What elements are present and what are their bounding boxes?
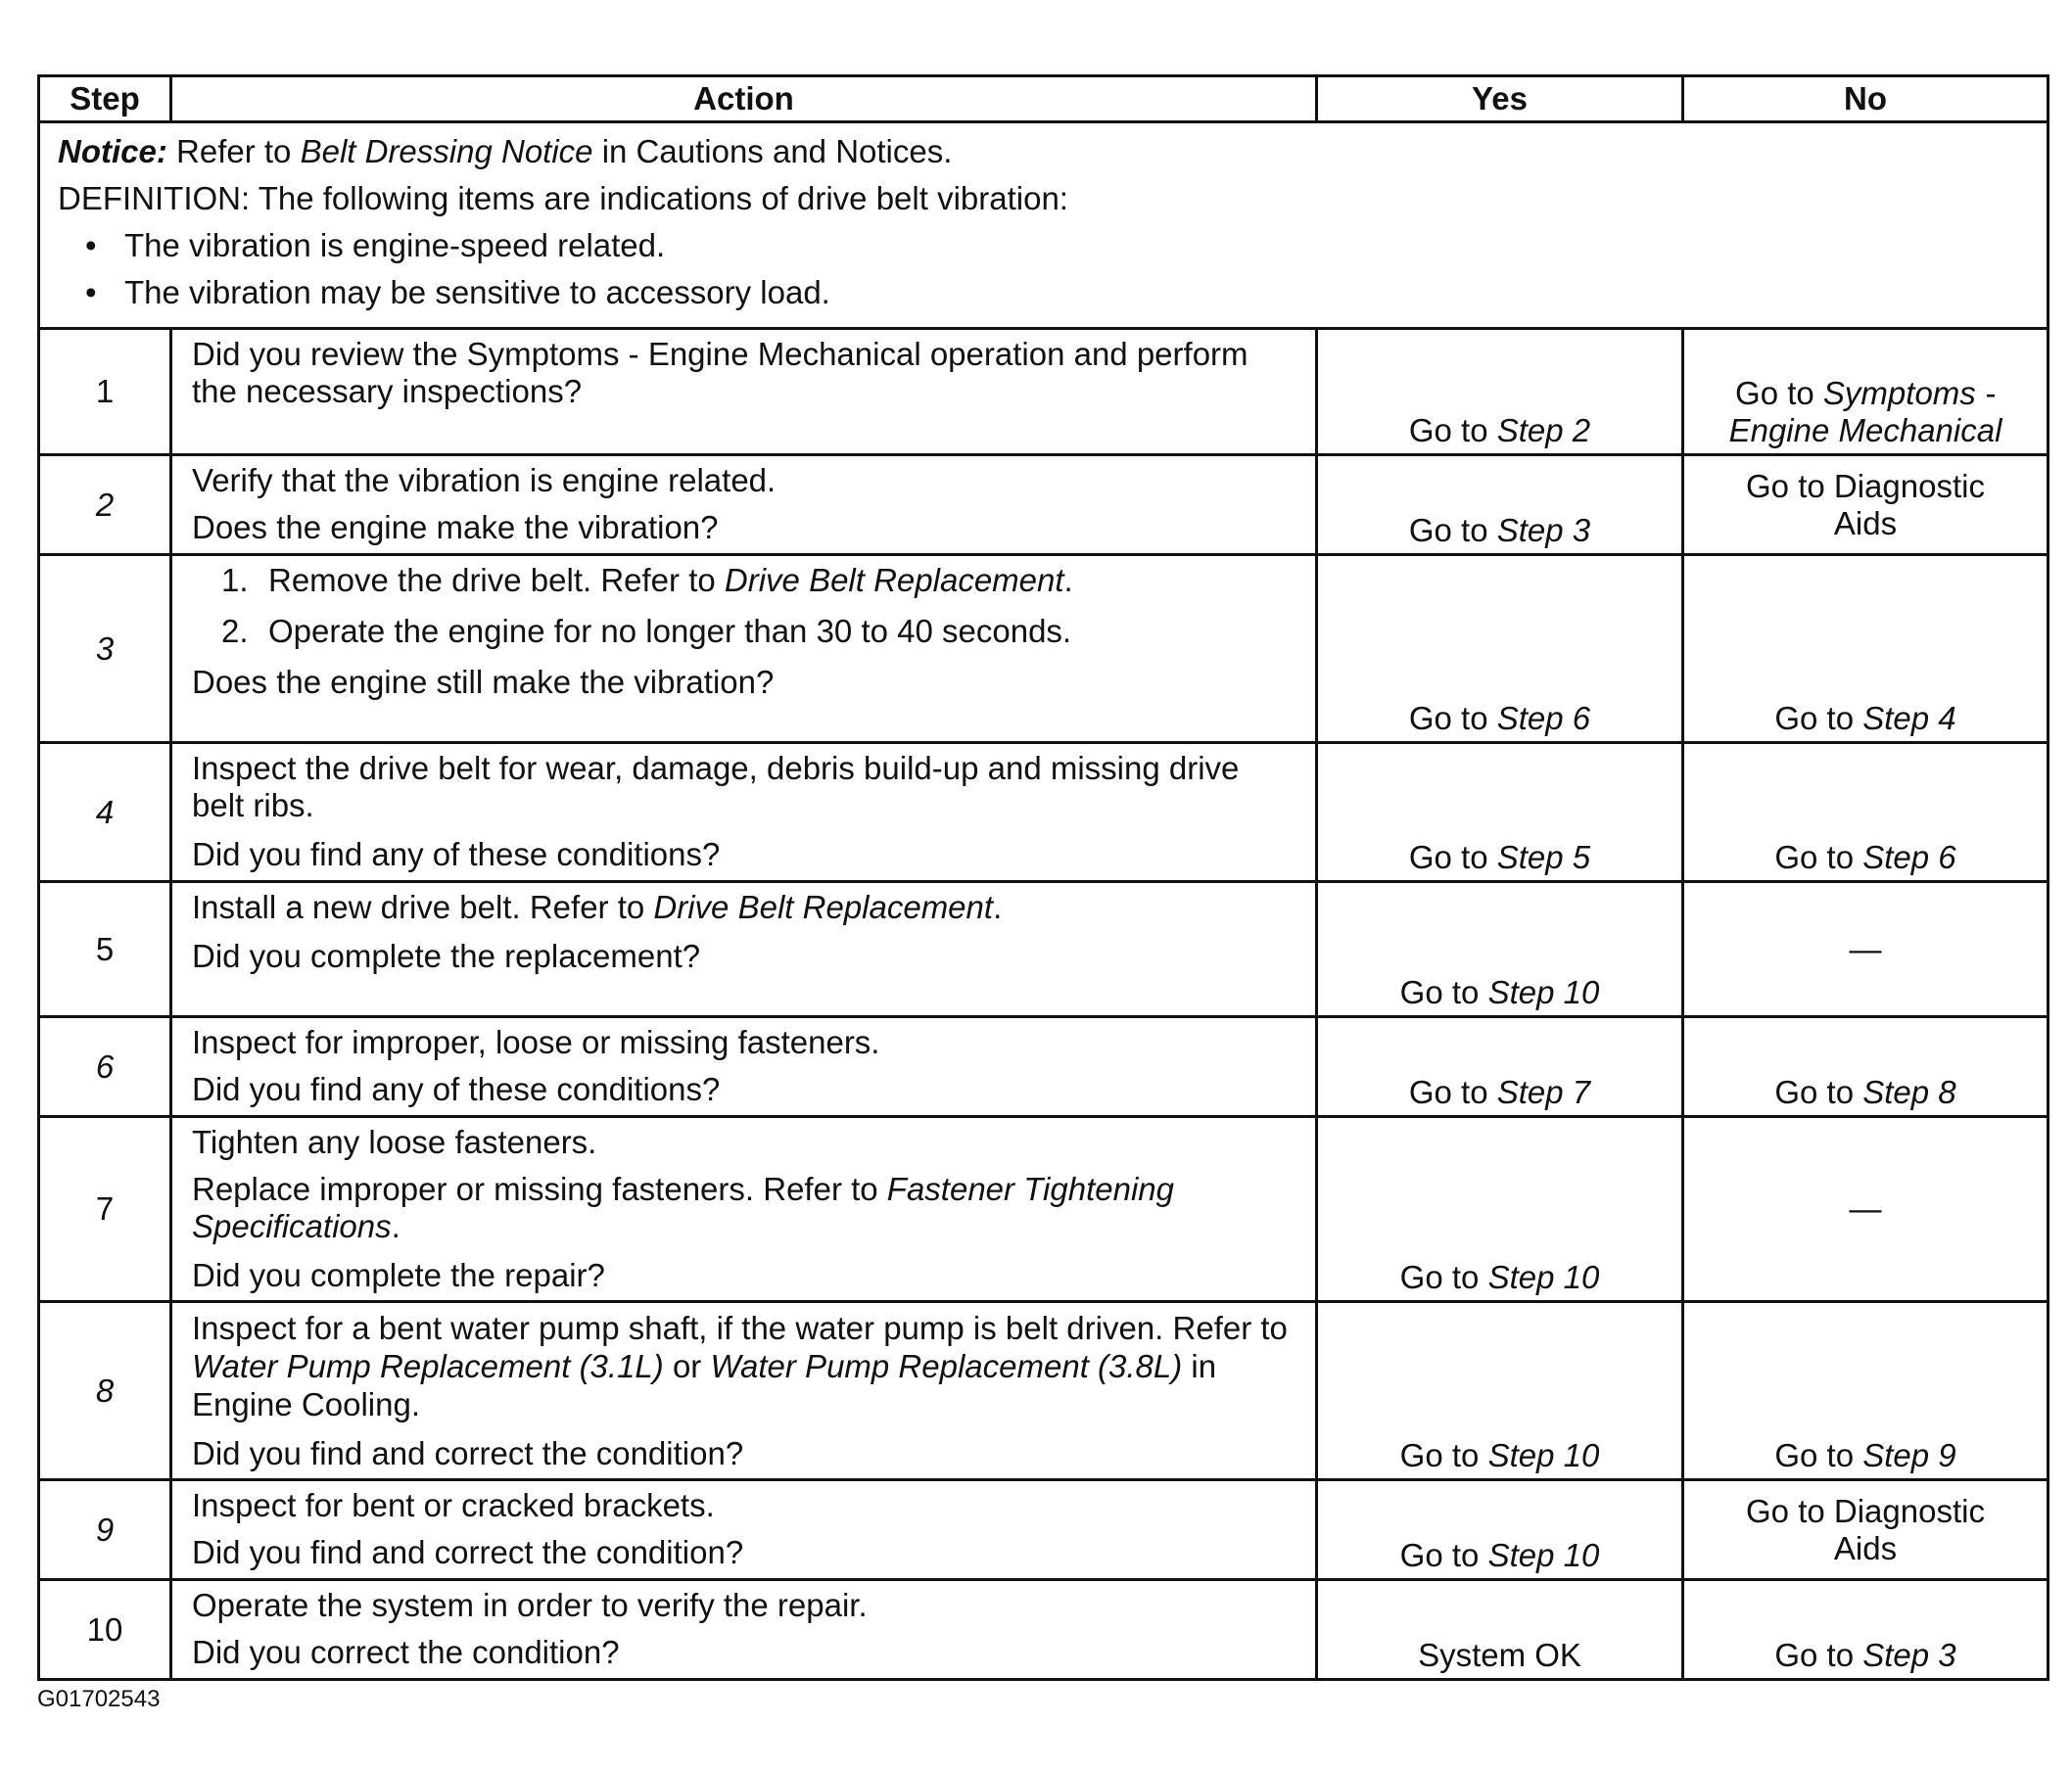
action-question: Did you find and correct the condition? — [192, 1435, 744, 1471]
yes-prefix: Go to — [1408, 512, 1497, 548]
action-question: Did you complete the replacement? — [192, 938, 701, 974]
yes-link: Step 2 — [1496, 412, 1591, 448]
yes-link: Step 10 — [1487, 974, 1600, 1010]
list-text: Operate the engine for no longer than 30 to 40 seconds. — [268, 613, 1072, 649]
table-row — [39, 1302, 2048, 1480]
action-text: Operate the system in order to verify the repair. — [192, 1587, 868, 1623]
list-text-post: . — [1063, 562, 1073, 598]
action-cell — [171, 455, 1317, 555]
bullet-item — [85, 274, 2029, 311]
yes-cell — [1317, 555, 1683, 743]
step-number: 1 — [39, 329, 171, 455]
no-dash: — — [1849, 930, 1882, 967]
action-cell — [171, 743, 1317, 882]
action-text: Did you review the Symptoms - Engine Mechanical operation and perform the necessary inspections? — [192, 336, 1248, 409]
list-ref-link: Drive Belt Replacement — [724, 562, 1064, 598]
yes-cell — [1317, 1017, 1683, 1117]
action-text: Inspect for improper, loose or missing fasteners. — [192, 1024, 880, 1060]
action-ref-link: Drive Belt Replacement — [653, 889, 994, 925]
action-ref-link: Water Pump Replacement (3.8L) — [710, 1348, 1183, 1384]
action-cell — [171, 1017, 1317, 1117]
bullet-text: The vibration may be sensitive to accessory load. — [124, 274, 830, 310]
yes-prefix: Go to — [1408, 839, 1497, 875]
table-row — [39, 329, 2048, 455]
no-cell — [1683, 1302, 2048, 1480]
action-text-pre: Install a new drive belt. Refer to — [192, 889, 654, 925]
notice-line — [58, 133, 2029, 170]
yes-cell — [1317, 1580, 1683, 1680]
action-cell — [171, 555, 1317, 743]
action-cell — [171, 329, 1317, 455]
yes-link: Step 10 — [1487, 1537, 1600, 1573]
no-cell — [1683, 555, 2048, 743]
figure-id: G01702543 — [37, 1686, 161, 1712]
no-cell — [1683, 882, 2048, 1017]
definition-line: DEFINITION: The following items are indications of drive belt vibration: — [58, 180, 1068, 216]
no-cell — [1683, 743, 2048, 882]
yes-prefix: Go to — [1399, 974, 1488, 1010]
no-prefix: Go to — [1774, 700, 1863, 736]
no-cell — [1683, 1480, 2048, 1580]
no-text: Go to Diagnostic Aids — [1746, 1492, 1985, 1566]
yes-link: Step 3 — [1496, 512, 1591, 548]
no-cell — [1683, 1017, 2048, 1117]
notice-text-pre: Refer to — [166, 133, 301, 169]
action-text: Tighten any loose fasteners. — [192, 1124, 597, 1160]
notice-ref-link: Belt Dressing Notice — [300, 133, 593, 169]
yes-link: Step 10 — [1487, 1437, 1600, 1473]
list-text: Remove the drive belt. Refer to — [268, 562, 725, 598]
step-number: 8 — [39, 1302, 171, 1480]
yes-text: System OK — [1418, 1637, 1581, 1673]
bullet-glyph: • — [85, 227, 97, 263]
table-row — [39, 1580, 2048, 1680]
action-text-post: . — [391, 1208, 400, 1244]
step-number: 7 — [39, 1117, 171, 1302]
table-row — [39, 882, 2048, 1017]
no-cell — [1683, 1117, 2048, 1302]
table-row — [39, 1017, 2048, 1117]
action-question: Does the engine make the vibration? — [192, 509, 719, 545]
action-text-pre: Inspect for a bent water pump shaft, if the water pump is belt driven. Refer to — [192, 1310, 1288, 1346]
step-number: 4 — [39, 743, 171, 882]
table-row — [39, 1117, 2048, 1302]
diagnostic-table — [37, 74, 2049, 1681]
yes-link: Step 10 — [1487, 1259, 1600, 1295]
no-cell — [1683, 329, 2048, 455]
yes-prefix: Go to — [1399, 1537, 1488, 1573]
yes-link: Step 7 — [1496, 1074, 1591, 1110]
action-text: Inspect for bent or cracked brackets. — [192, 1487, 715, 1523]
list-item — [221, 613, 1295, 650]
action-ref-link: Fastener Tightening Specifications — [192, 1171, 1175, 1244]
step-number: 9 — [39, 1480, 171, 1580]
action-text — [192, 1171, 1295, 1245]
yes-link: Step 6 — [1496, 700, 1591, 736]
action-question: Did you correct the condition? — [192, 1634, 620, 1670]
notice-label: Notice: — [58, 133, 167, 169]
header-action: Action — [171, 76, 1317, 122]
notice-cell — [39, 122, 2048, 329]
action-text-post: in Engine Cooling. — [192, 1348, 1217, 1422]
table-row — [39, 1480, 2048, 1580]
action-question: Did you find and correct the condition? — [192, 1534, 744, 1570]
no-prefix: Go to — [1774, 1074, 1863, 1110]
header-row — [39, 76, 2048, 122]
action-question: Did you find any of these conditions? — [192, 1071, 721, 1107]
bullet-item — [85, 227, 2029, 264]
action-text — [192, 889, 1295, 926]
action-ref-link: Water Pump Replacement (3.1L) — [192, 1348, 664, 1384]
table-row — [39, 743, 2048, 882]
action-text-mid: or — [663, 1348, 711, 1384]
action-question: Did you find any of these conditions? — [192, 836, 721, 872]
step-number: 3 — [39, 555, 171, 743]
no-prefix: Go to — [1735, 375, 1823, 411]
notice-row — [39, 122, 2048, 329]
yes-cell — [1317, 1480, 1683, 1580]
list-number: 2. — [221, 613, 249, 649]
table-row — [39, 555, 2048, 743]
no-prefix: Go to — [1774, 1637, 1863, 1673]
action-cell — [171, 1302, 1317, 1480]
no-link: Step 9 — [1862, 1437, 1956, 1473]
yes-cell — [1317, 1302, 1683, 1480]
action-text-post: . — [993, 889, 1003, 925]
yes-cell — [1317, 882, 1683, 1017]
list-number: 1. — [221, 562, 249, 598]
bullet-text: The vibration is engine-speed related. — [124, 227, 666, 263]
no-text: Go to Diagnostic Aids — [1746, 467, 1985, 541]
header-no: No — [1683, 76, 2048, 122]
yes-prefix: Go to — [1399, 1259, 1488, 1295]
no-link: Step 3 — [1862, 1637, 1956, 1673]
yes-cell — [1317, 1117, 1683, 1302]
action-cell — [171, 882, 1317, 1017]
action-text: Verify that the vibration is engine related. — [192, 462, 777, 498]
no-prefix: Go to — [1774, 1437, 1863, 1473]
no-prefix: Go to — [1774, 839, 1863, 875]
action-question: Did you complete the repair? — [192, 1257, 605, 1293]
action-cell — [171, 1480, 1317, 1580]
no-link: Step 8 — [1862, 1074, 1956, 1110]
no-cell — [1683, 1580, 2048, 1680]
action-text — [192, 1309, 1295, 1423]
action-text: Inspect the drive belt for wear, damage, debris build-up and missing drive belt ribs. — [192, 750, 1240, 823]
yes-cell — [1317, 329, 1683, 455]
step-number: 2 — [39, 455, 171, 555]
yes-prefix: Go to — [1408, 700, 1497, 736]
yes-cell — [1317, 743, 1683, 882]
yes-link: Step 5 — [1496, 839, 1591, 875]
step-number: 6 — [39, 1017, 171, 1117]
header-yes: Yes — [1317, 76, 1683, 122]
no-cell — [1683, 455, 2048, 555]
no-link: Symptoms - Engine Mechanical — [1728, 375, 2002, 448]
notice-text-post: in Cautions and Notices. — [592, 133, 953, 169]
yes-prefix: Go to — [1408, 1074, 1497, 1110]
header-step: Step — [39, 76, 171, 122]
step-number: 10 — [39, 1580, 171, 1680]
no-link: Step 4 — [1862, 700, 1956, 736]
yes-prefix: Go to — [1408, 412, 1497, 448]
yes-prefix: Go to — [1399, 1437, 1488, 1473]
action-cell — [171, 1580, 1317, 1680]
step-number: 5 — [39, 882, 171, 1017]
list-item — [221, 562, 1295, 599]
action-question: Does the engine still make the vibration? — [192, 664, 775, 700]
table-row — [39, 455, 2048, 555]
no-link: Step 6 — [1862, 839, 1956, 875]
action-cell — [171, 1117, 1317, 1302]
no-dash: — — [1849, 1190, 1882, 1227]
action-text-pre: Replace improper or missing fasteners. Refer to — [192, 1171, 887, 1207]
yes-cell — [1317, 455, 1683, 555]
bullet-glyph: • — [85, 274, 97, 310]
